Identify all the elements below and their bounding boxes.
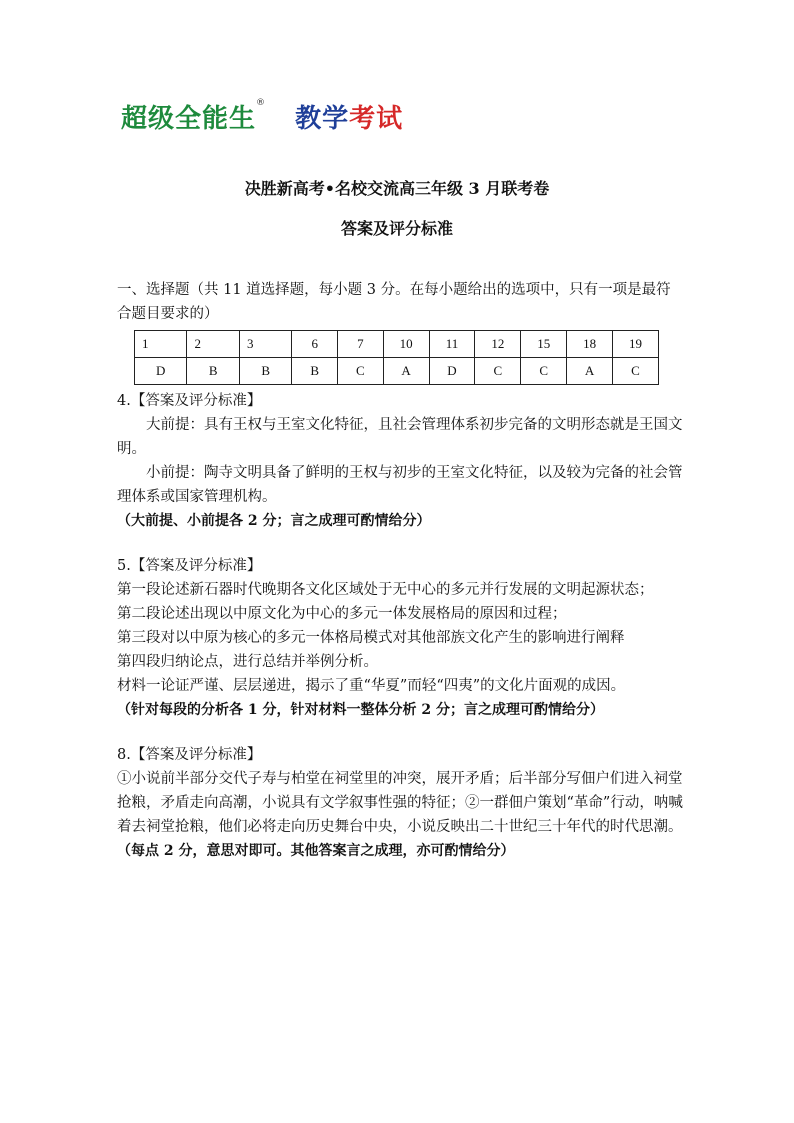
question-number-cell: 12 [475,331,521,358]
q5-para4: 第四段归纳论点，进行总结并举例分析。 [117,654,378,670]
document-title: 决胜新高考•名校交流高三年级 3 月联考卷 [244,179,550,198]
q5-para3: 第三段对以中原为核心的多元一体格局模式对其他部族文化产生的影响进行阐释 [117,630,625,646]
q5-para1: 第一段论述新石器时代晚期各文化区域处于无中心的多元并行发展的文明起源状态； [117,582,654,598]
q4-major-premise: 大前提：具有王权与王室文化特征，且社会管理体系初步完备的文明形态就是王国文明。 [117,417,683,457]
registered-mark: ® [256,98,267,108]
answer-cell: B [239,358,291,385]
question-number-cell: 10 [383,331,429,358]
question-number-cell: 19 [613,331,659,358]
q5-para2: 第二段论述出现以中原文化为中心的多元一体发展格局的原因和过程； [117,606,567,622]
answer-cell: C [613,358,659,385]
question-number-cell: 3 [239,331,291,358]
question-number-cell: 18 [567,331,613,358]
q8-score-note: （每点 2 分，意思对即可。其他答案言之成理，亦可酌情给分） [117,843,515,859]
question-number-cell: 6 [292,331,338,358]
answer-cell: A [567,358,613,385]
q8-heading: 8.【答案及评分标准】 [117,747,262,763]
q5-para5: 材料一论证严谨、层层递进，揭示了重“华夏”而轻“四夷”的文化片面观的成因。 [117,678,626,694]
document-subtitle: 答案及评分标准 [340,219,453,238]
q4-minor-premise: 小前提：陶寺文明具备了鲜明的王权与初步的王室文化特征，以及较为完备的社会管理体系或国家管理机构。 [117,465,683,505]
question-number-cell: 15 [521,331,567,358]
answer-cell: D [135,358,187,385]
table-row-numbers [135,331,659,358]
section1-intro: 一、选择题（共 11 道选择题，每小题 3 分。在每小题给出的选项中，只有一项是最符合题目要求的） [117,282,671,322]
q4-heading: 4.【答案及评分标准】 [117,393,262,409]
q5-score-note: （针对每段的分析各 1 分，针对材料一整体分析 2 分；言之成理可酌情给分） [117,702,604,718]
answer-cell: D [429,358,475,385]
q8-answer: ①小说前半部分交代子寿与柏堂在祠堂里的冲突，展开矛盾；后半部分写佃户们进入祠堂抢粮，矛盾走向高潮，小说具有文学叙事性强的特征；②一群佃户策划“革命”行动，呐喊着去祠堂抢粮，他们必将走向历史舞台中央，小说反映出二十世纪三十年代的时代思潮。 [117,771,683,835]
answer-cell: C [475,358,521,385]
table-row-answers [135,358,659,385]
question-number-cell: 1 [135,331,187,358]
document-body [117,278,683,863]
brand-logo-chaoji: 超级全能生® [121,98,267,134]
header-logos [121,98,403,138]
question-number-cell: 2 [187,331,239,358]
answer-cell: C [521,358,567,385]
brand-logo-jiaoxue: 教学考试 [295,104,404,134]
answer-cell: A [383,358,429,385]
answer-cell: B [187,358,239,385]
answer-cell: C [338,358,384,385]
question-number-cell: 7 [338,331,384,358]
q5-heading: 5.【答案及评分标准】 [117,558,262,574]
q4-score-note: （大前提、小前提各 2 分；言之成理可酌情给分） [117,513,431,529]
question-number-cell: 11 [429,331,475,358]
answer-cell: B [292,358,338,385]
answer-table [134,330,659,385]
